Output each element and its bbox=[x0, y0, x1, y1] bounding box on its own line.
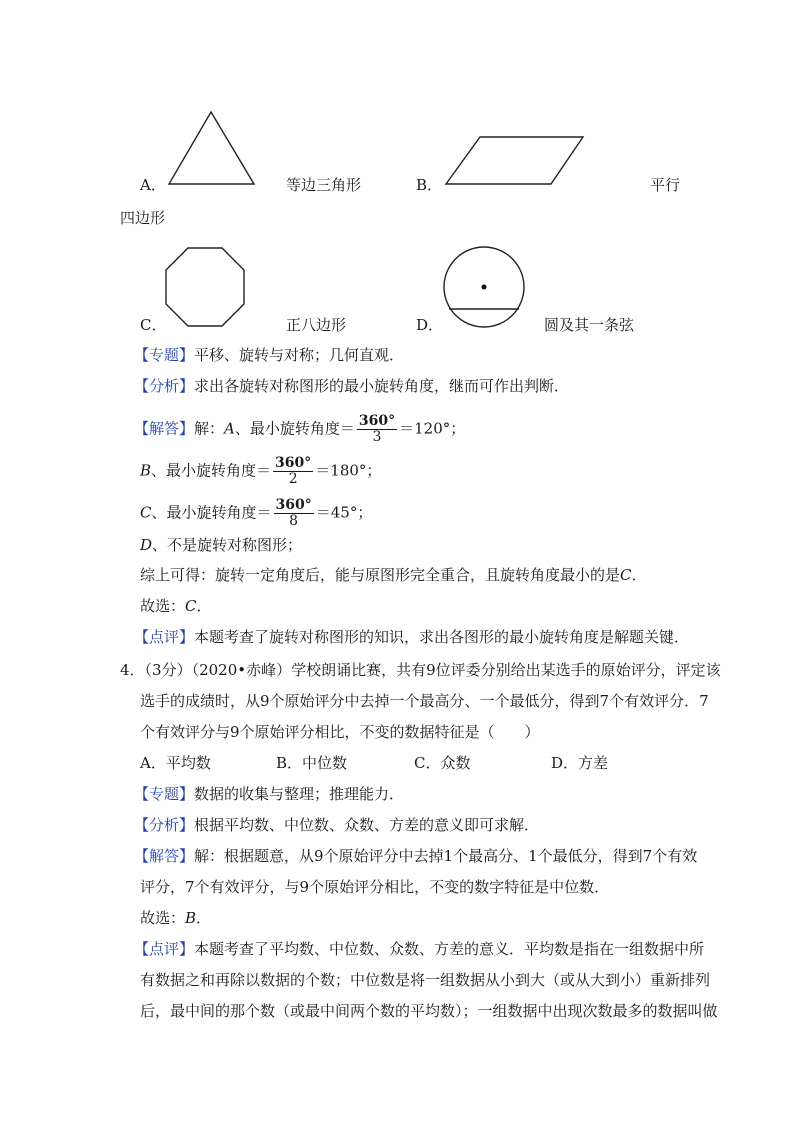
line-a-result: ＝120°； bbox=[399, 419, 466, 438]
q4-option-c: C．众数 bbox=[414, 754, 471, 772]
answer-intro: 解： bbox=[194, 419, 225, 438]
q4-topic-tag: 【专题】 bbox=[134, 785, 195, 803]
comment-text: 本题考查了旋转对称图形的知识，求出各图形的最小旋转角度是解题关键． bbox=[194, 628, 690, 646]
summary-end: ． bbox=[631, 566, 647, 584]
analysis-text: 求出各旋转对称图形的最小旋转角度，继而可作出判断． bbox=[194, 377, 570, 395]
q3-answer-line-c bbox=[140, 498, 372, 529]
fraction-c-denominator: 8 bbox=[289, 513, 299, 529]
topic-text: 平移、旋转与对称；几何直观． bbox=[194, 346, 405, 364]
q3-answer-line-d bbox=[140, 534, 302, 556]
q3-topic-line bbox=[134, 344, 404, 366]
triangle-shape bbox=[169, 112, 254, 184]
q3-answer-line-a bbox=[134, 414, 465, 445]
q4-choice-letter: B bbox=[185, 909, 197, 927]
circle-shape bbox=[444, 247, 524, 327]
q4-choice-end: ． bbox=[196, 909, 212, 927]
q4-stem-line-3: 个有效评分与9个原始评分相比，不变的数据特征是（ ） bbox=[140, 723, 540, 741]
choice-text: 故选： bbox=[140, 597, 186, 615]
q4-comment-line-1 bbox=[134, 938, 704, 960]
q4-answer-tag: 【解答】 bbox=[134, 847, 195, 865]
q4-comment-line-2: 有数据之和再除以数据的个数；中位数是将一组数据从小到大（或从大到小）重新排列 bbox=[140, 971, 711, 989]
fraction-b-denominator: 2 bbox=[288, 471, 298, 487]
octagon-shape bbox=[166, 248, 244, 326]
option-d-caption: 圆及其一条弦 bbox=[544, 316, 635, 334]
line-c-result: ＝45°； bbox=[315, 503, 373, 522]
fraction-a-denominator: 3 bbox=[372, 429, 382, 445]
q4-option-b: B．中位数 bbox=[276, 754, 348, 772]
q4-answer-1: 解：根据题意，从9个原始评分中去掉1个最高分、1个最低分，得到7个有效 bbox=[194, 847, 698, 865]
q3-summary bbox=[140, 564, 647, 586]
q4-answer-line-2: 评分，7个有效评分，与9个原始评分相比，不变的数字特征是中位数． bbox=[140, 878, 610, 896]
q4-comment-tag: 【点评】 bbox=[134, 940, 195, 958]
circle-center-dot bbox=[482, 285, 487, 290]
letter-a: A bbox=[224, 419, 235, 438]
option-b-label: B． bbox=[416, 176, 443, 194]
fraction-c bbox=[274, 498, 314, 529]
option-b-caption: 平行 bbox=[650, 176, 681, 194]
q4-analysis-line bbox=[134, 814, 539, 836]
letter-c: C bbox=[140, 503, 152, 522]
option-d-label: D． bbox=[416, 316, 444, 334]
fraction-a-numerator: 360° bbox=[358, 413, 396, 429]
q4-comment-line-3: 后，最中间的那个数（或最中间两个数的平均数）；一组数据中出现次数最多的数据叫做 bbox=[140, 1002, 718, 1020]
option-a-caption: 等边三角形 bbox=[286, 176, 362, 194]
option-b-caption-wrap: 四边形 bbox=[120, 209, 166, 227]
choice-end: ． bbox=[196, 597, 212, 615]
option-c-label: C． bbox=[140, 316, 167, 334]
analysis-tag: 【分析】 bbox=[134, 377, 195, 395]
letter-b: B bbox=[140, 461, 152, 480]
q4-option-a: A．平均数 bbox=[140, 754, 211, 772]
q4-option-d: D．方差 bbox=[551, 754, 609, 772]
q4-choice bbox=[140, 907, 211, 929]
line-d-text: 、不是旋转对称图形； bbox=[152, 536, 303, 554]
comment-tag: 【点评】 bbox=[134, 628, 195, 646]
q4-choice-text: 故选： bbox=[140, 909, 186, 927]
q4-answer-line-1 bbox=[134, 845, 697, 867]
q4-comment-1: 本题考查了平均数、中位数、众数、方差的意义．平均数是指在一组数据中所 bbox=[194, 940, 705, 958]
choice-letter: C bbox=[185, 597, 197, 615]
q4-analysis-text: 根据平均数、中位数、众数、方差的意义即可求解． bbox=[194, 816, 540, 834]
q4-stem-1: （3分）（2020•赤峰）学校朗诵比赛，共有9位评委分别给出某选手的原始评分，评定该 bbox=[144, 661, 721, 679]
line-c-text: 、最小旋转角度＝ bbox=[151, 503, 272, 522]
fraction-c-numerator: 360° bbox=[275, 497, 312, 513]
fraction-b-numerator: 360° bbox=[275, 455, 312, 471]
q3-choice bbox=[140, 595, 212, 617]
answer-tag: 【解答】 bbox=[134, 419, 195, 438]
option-c-caption: 正八边形 bbox=[286, 316, 347, 334]
topic-tag: 【专题】 bbox=[134, 346, 195, 364]
fraction-a bbox=[357, 414, 397, 445]
line-b-result: ＝180°； bbox=[315, 461, 382, 480]
q4-number: 4． bbox=[120, 661, 145, 679]
q4-stem-line-1 bbox=[120, 659, 721, 681]
q4-stem-line-2: 选手的成绩时，从9个原始评分中去掉一个最高分、一个最低分，得到7个有效评分．7 bbox=[140, 692, 709, 710]
q3-answer-line-b bbox=[140, 456, 381, 487]
fraction-b bbox=[273, 456, 313, 487]
summary-text: 综上可得：旋转一定角度后，能与原图形完全重合，且旋转角度最小的是 bbox=[140, 566, 621, 584]
line-b-text: 、最小旋转角度＝ bbox=[151, 461, 272, 480]
q3-comment bbox=[134, 626, 689, 648]
line-a-text: 、最小旋转角度＝ bbox=[234, 419, 355, 438]
q3-analysis-line bbox=[134, 375, 569, 397]
option-a-label: A． bbox=[140, 176, 166, 194]
q4-topic-text: 数据的收集与整理；推理能力． bbox=[194, 785, 405, 803]
summary-letter: C bbox=[620, 566, 632, 584]
letter-d: D bbox=[140, 536, 153, 554]
q4-topic-line bbox=[134, 783, 404, 805]
parallelogram-shape bbox=[446, 137, 583, 184]
q4-analysis-tag: 【分析】 bbox=[134, 816, 195, 834]
